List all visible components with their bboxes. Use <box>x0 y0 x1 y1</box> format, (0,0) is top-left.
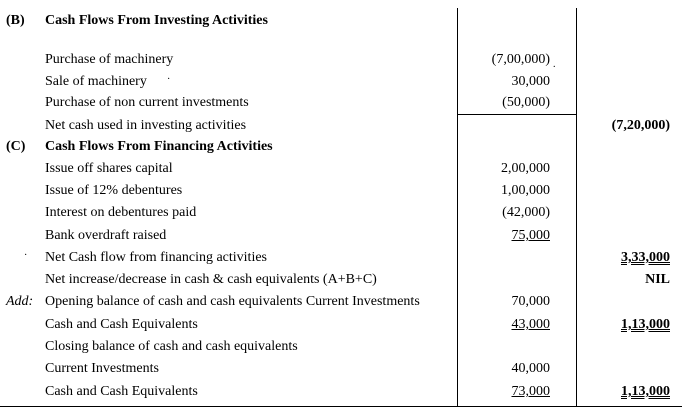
row-amount: 43,000 <box>511 317 550 332</box>
row-amount: 1,00,000 <box>501 183 550 198</box>
row-net-change <box>0 270 682 290</box>
bottom-rule <box>0 406 682 407</box>
row-amount: 73,000 <box>511 384 550 399</box>
row-bank-overdraft <box>0 226 682 246</box>
row-label: Net cash used in investing activities <box>45 118 247 133</box>
row-label: Cash and Cash Equivalents <box>45 384 198 399</box>
row-label: Sale of machinery <box>45 74 147 89</box>
section-heading-financing <box>0 137 682 157</box>
row-label: Interest on debentures paid <box>45 205 197 220</box>
speck-dot: . <box>553 59 556 70</box>
row-amount: (42,000) <box>502 205 550 220</box>
section-title-investing: Cash Flows From Investing Activities <box>45 13 268 28</box>
row-purchase-machinery <box>0 50 682 70</box>
row-amount: (50,000) <box>502 95 550 110</box>
row-label: Issue of 12% debentures <box>45 183 183 198</box>
row-issue-debentures <box>0 181 682 201</box>
row-closing-heading <box>0 337 682 357</box>
row-label: Bank overdraft raised <box>45 228 167 243</box>
row-amount: 30,000 <box>511 74 550 89</box>
row-label: Closing balance of cash and cash equivalents <box>45 339 298 354</box>
row-purchase-investments <box>0 93 682 113</box>
row-amount: (7,00,000) <box>491 52 550 67</box>
row-amount: 70,000 <box>511 294 550 309</box>
row-closing-current-investments <box>0 359 682 379</box>
row-sale-machinery <box>0 72 682 92</box>
row-amount: 2,00,000 <box>501 161 550 176</box>
row-label: Opening balance of cash and cash equivalents Current Investments <box>45 294 420 309</box>
row-closing-cash <box>0 382 682 402</box>
row-total: 1,13,000 <box>621 384 670 399</box>
row-label: Purchase of non current investments <box>45 95 249 110</box>
add-prefix: Add: <box>6 294 34 309</box>
row-label: Purchase of machinery <box>45 52 174 67</box>
row-amount: 75,000 <box>511 228 550 243</box>
row-total: 3,33,000 <box>621 250 670 265</box>
row-net-investing <box>0 116 682 136</box>
row-interest-debentures <box>0 203 682 223</box>
speck-dot: · <box>167 74 171 85</box>
row-total: (7,20,000) <box>611 118 670 133</box>
row-issue-shares <box>0 159 682 179</box>
investing-subtotal-rule <box>457 114 576 115</box>
row-label: Issue off shares capital <box>45 161 173 176</box>
row-opening-current-investments <box>0 292 682 312</box>
row-label: Net Cash flow from financing activities <box>45 250 267 265</box>
row-label: Current Investments <box>45 361 159 376</box>
row-total: 1,13,000 <box>621 317 670 332</box>
row-net-financing <box>0 248 682 268</box>
section-marker-c: (C) <box>6 139 26 154</box>
speck-dot: · <box>24 250 28 261</box>
row-label: Net increase/decrease in cash & cash equivalents (A+B+C) <box>45 272 377 287</box>
row-total: NIL <box>645 272 670 287</box>
row-opening-cash <box>0 315 682 335</box>
row-amount: 40,000 <box>511 361 550 376</box>
row-label: Cash and Cash Equivalents <box>45 317 198 332</box>
section-title-financing: Cash Flows From Financing Activities <box>45 139 273 154</box>
section-heading-investing <box>0 11 682 31</box>
section-marker-b: (B) <box>6 13 25 28</box>
